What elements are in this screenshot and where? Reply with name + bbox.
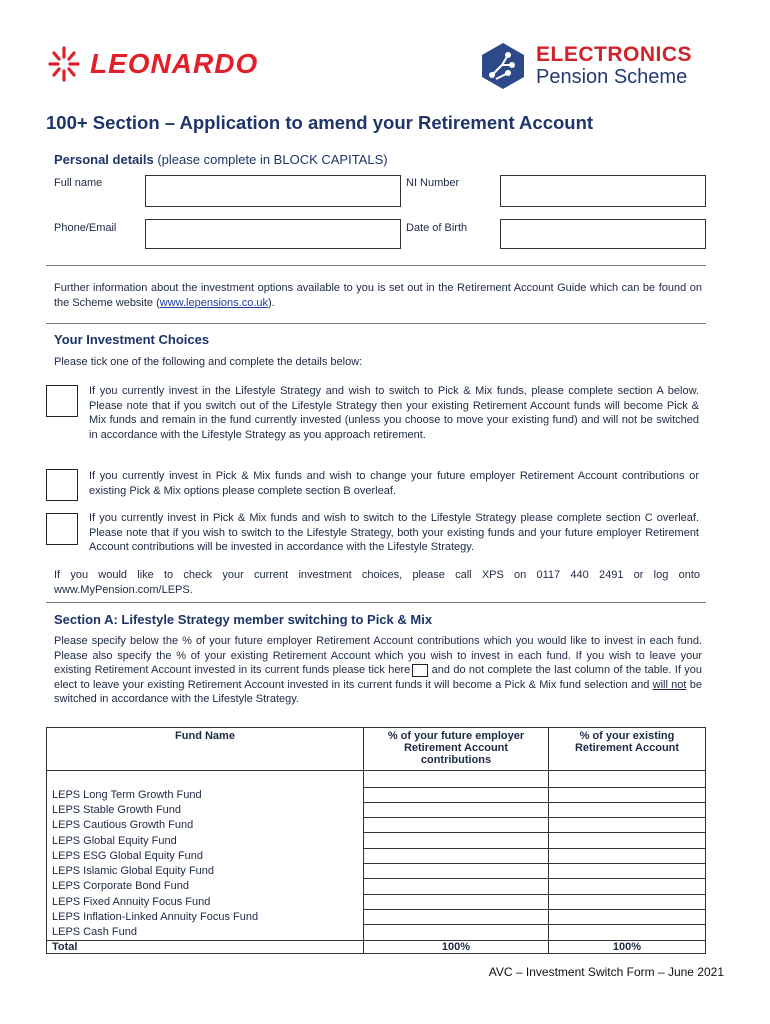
leonardo-wordmark: LEONARDO xyxy=(90,48,259,79)
table-row xyxy=(47,802,706,817)
future-contrib-input[interactable] xyxy=(364,818,549,833)
future-contrib-input[interactable] xyxy=(364,879,549,894)
phone-email-label: Phone/Email xyxy=(54,222,117,234)
table-row xyxy=(47,925,706,941)
fund-name-cell: LEPS Stable Growth Fund xyxy=(47,802,364,817)
fund-name-cell: LEPS Corporate Bond Fund xyxy=(47,879,364,894)
circuit-hexagon-icon xyxy=(478,41,528,91)
existing-account-input[interactable] xyxy=(549,802,706,817)
existing-account-input[interactable] xyxy=(549,787,706,802)
divider xyxy=(46,602,706,603)
table-row xyxy=(47,833,706,848)
footer-text: AVC – Investment Switch Form – June 2021 xyxy=(488,965,724,979)
ni-number-label: NI Number xyxy=(406,177,460,189)
future-contrib-input[interactable] xyxy=(364,787,549,802)
fund-name-cell: LEPS Cash Fund xyxy=(47,925,364,941)
dob-field[interactable] xyxy=(500,219,706,249)
fund-name-cell: LEPS Cautious Growth Fund xyxy=(47,818,364,833)
total-label: Total xyxy=(47,940,364,953)
info-paragraph xyxy=(54,281,702,310)
option-pickmix-to-lifestyle-text: If you currently invest in Pick & Mix funds and wish to switch to the Lifestyle Strategy please complete section C overleaf. Please note that if you wish to switch to the Lifestyle Strategy, both your existing funds and your future employer Retirement Account contributions will be invested in accordance with the Lifestyle Strategy. xyxy=(89,512,699,553)
divider xyxy=(46,265,706,266)
option-change-pickmix-checkbox[interactable] xyxy=(46,469,78,501)
section-a-text-1: Please specify below the % of your future employer Retirement Account contributions which you would like to invest in each fund. Please also specify the % of your existing Retirement Account which you wish to invest in each fund. If you wish to leave your existing Retirement Account invested in its current funds please tick here xyxy=(54,635,702,676)
website-link[interactable]: www.lepensions.co.uk xyxy=(159,296,269,309)
leonardo-star-icon xyxy=(46,44,82,84)
spacer-cell xyxy=(47,771,364,788)
info-text-end: ). xyxy=(268,296,275,309)
existing-account-input[interactable] xyxy=(549,848,706,863)
option-pickmix-to-lifestyle-checkbox[interactable] xyxy=(46,513,78,545)
full-name-field[interactable] xyxy=(145,175,401,207)
dob-label: Date of Birth xyxy=(406,222,468,234)
existing-account-input[interactable] xyxy=(549,925,706,941)
logo-line-pension-scheme: Pension Scheme xyxy=(536,66,688,88)
personal-heading-text: Personal details xyxy=(54,152,154,167)
choices-intro: Please tick one of the following and complete the details below: xyxy=(54,356,363,368)
investment-choices-heading: Your Investment Choices xyxy=(54,332,210,347)
table-spacer-row xyxy=(47,771,706,788)
fund-name-cell: LEPS ESG Global Equity Fund xyxy=(47,848,364,863)
option-lifestyle-to-pickmix-text: If you currently invest in the Lifestyle Strategy and wish to switch to Pick & Mix funds, please complete section A below. Please note that if you switch out of the Lifestyle Strategy then your existing Retirement Account funds will become Pick & Mix funds and remain in the fund currently invested (unless you choose to move your existing fund) and will not be switched in accordance with the Lifestyle Strategy as you approach retirement. xyxy=(89,385,699,441)
spacer-cell xyxy=(364,771,549,788)
table-row xyxy=(47,787,706,802)
future-contrib-input[interactable] xyxy=(364,833,549,848)
leonardo-logo xyxy=(46,44,258,84)
personal-heading-note: (please complete in BLOCK CAPITALS) xyxy=(157,152,388,167)
existing-account-input[interactable] xyxy=(549,909,706,924)
ni-number-field[interactable] xyxy=(500,175,706,207)
section-a-heading: Section A: Lifestyle Strategy member switching to Pick & Mix xyxy=(54,612,433,627)
table-row xyxy=(47,848,706,863)
existing-account-input[interactable] xyxy=(549,894,706,909)
section-a-text-3: be switched in accordance with the Lifestyle Strategy. xyxy=(54,678,703,705)
total-existing-value: 100% xyxy=(549,940,706,953)
future-contrib-input[interactable] xyxy=(364,848,549,863)
contact-paragraph: If you would like to check your current investment choices, please call XPS on 0117 440 2491 or log onto www.MyPension.com/LEPS. xyxy=(54,569,700,596)
future-contrib-input[interactable] xyxy=(364,925,549,941)
existing-account-input[interactable] xyxy=(549,879,706,894)
fund-name-header: Fund Name xyxy=(47,728,364,771)
fund-table xyxy=(46,727,706,954)
existing-account-input[interactable] xyxy=(549,818,706,833)
option-lifestyle-to-pickmix-checkbox[interactable] xyxy=(46,385,78,417)
existing-account-input[interactable] xyxy=(549,833,706,848)
leave-existing-checkbox[interactable] xyxy=(412,664,428,677)
future-contrib-input[interactable] xyxy=(364,909,549,924)
table-row xyxy=(47,894,706,909)
existing-account-input[interactable] xyxy=(549,863,706,878)
fund-name-cell: LEPS Global Equity Fund xyxy=(47,833,364,848)
logo-line-electronics: ELECTRONICS xyxy=(536,43,693,66)
section-a-text-2: and do not complete the last column of the table. If you elect to leave your existing Retirement Account invested in its current funds it will become a Pick & Mix fund selection and xyxy=(54,664,703,691)
page-title: 100+ Section – Application to amend your Retirement Account xyxy=(46,112,594,133)
divider xyxy=(46,323,706,324)
phone-email-field[interactable] xyxy=(145,219,401,249)
table-row xyxy=(47,818,706,833)
section-a-emphasis: will not xyxy=(652,678,687,691)
fund-name-cell: LEPS Long Term Growth Fund xyxy=(47,787,364,802)
fund-name-cell: LEPS Inflation-Linked Annuity Focus Fund xyxy=(47,909,364,924)
future-contrib-input[interactable] xyxy=(364,863,549,878)
full-name-label: Full name xyxy=(54,177,103,189)
electronics-pension-logo xyxy=(478,42,692,90)
total-row xyxy=(47,940,706,953)
fund-name-cell: LEPS Islamic Global Equity Fund xyxy=(47,863,364,878)
table-row xyxy=(47,863,706,878)
option-change-pickmix-text: If you currently invest in Pick & Mix funds and wish to change your future employer Retirement Account contributions or existing Pick & Mix options please complete section B overleaf. xyxy=(89,470,699,497)
table-row xyxy=(47,879,706,894)
table-row xyxy=(47,909,706,924)
table-header-row xyxy=(47,728,706,771)
existing-account-header: % of your existing Retirement Account xyxy=(549,728,706,771)
spacer-cell xyxy=(549,771,706,788)
section-a-paragraph xyxy=(54,634,702,707)
future-contrib-header: % of your future employer Retirement Account contributions xyxy=(364,728,549,771)
info-text: Further information about the investment options available to you is set out in the Retirement Account Guide which can be found on the Scheme website ( xyxy=(54,282,702,309)
future-contrib-input[interactable] xyxy=(364,802,549,817)
future-contrib-input[interactable] xyxy=(364,894,549,909)
total-future-value: 100% xyxy=(364,940,549,953)
personal-details-heading xyxy=(54,152,388,167)
fund-name-cell: LEPS Fixed Annuity Focus Fund xyxy=(47,894,364,909)
fund-table-body xyxy=(47,771,706,941)
